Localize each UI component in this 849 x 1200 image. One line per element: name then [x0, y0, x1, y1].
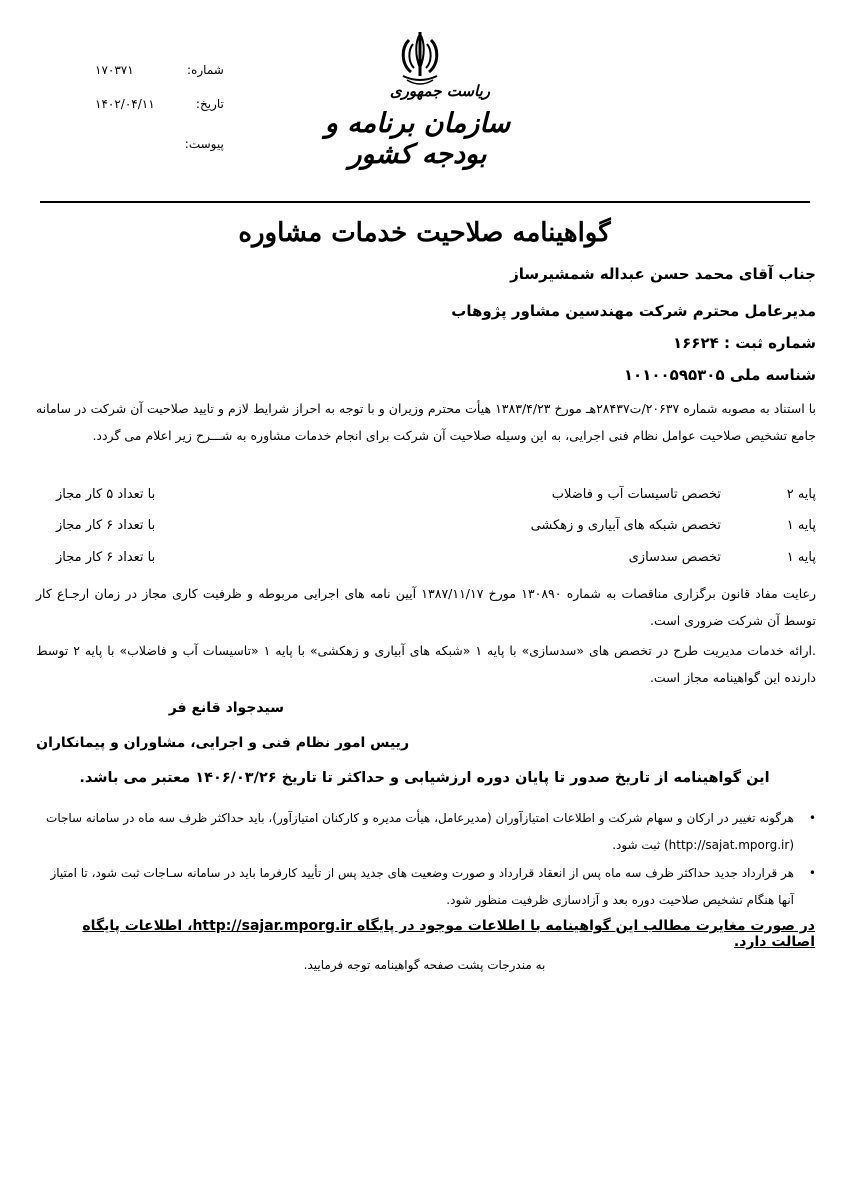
- org-name: سازمان برنامه و بودجه کشور: [324, 108, 511, 170]
- org-subtitle: ریاست جمهوری: [389, 82, 490, 100]
- note-text: هرگونه تغییر در ارکان و سهام شرکت و اطلاعات امتیازآوران (مدیرعامل، هیأت مدیره و کارکنان امتیازآور)، باید حداکثر ظرف سه ماه در سامانه ساجات (http://sajat.mporg.ir) ثبت شود.: [46, 811, 794, 852]
- regulation-paragraph: رعایت مفاد قانون برگزاری مناقصات به شماره ۱۳۰۸۹۰ مورخ ۱۳۸۷/۱۱/۱۷ آیین نامه های اجرایی مربوطه و ظرفیت کاری مجاز در زمان ارجـاع کار توسط آن شرکت ضروری است.: [36, 586, 816, 628]
- project-management-paragraph: .ارائه خدمات مدیریت طرح در تخصص های «سدسازی» با پایه ۱ «شبکه های آبیاری و زهکشی» با پایه ۱ «تاسیسات آب و فاضلاب» با پایه ۲ توسط دارنده این گواهینامه مجاز است.: [36, 643, 816, 685]
- national-emblem-icon: [395, 30, 445, 90]
- signatory-name: سیدجواد قانع فر: [168, 700, 284, 716]
- specialty-count: با تعداد ۵ کار مجاز: [56, 487, 156, 502]
- authenticity-warning: در صورت مغایرت مطالب این گواهینامه با اطلاعات موجود در پایگاه http://sajar.mporg.ir، اطلاعات پایگاه اصالت دارد.: [82, 918, 815, 950]
- letter-date-label: تاریخ:: [195, 97, 224, 111]
- bullet-icon: •: [808, 866, 816, 880]
- letter-number-value: ۱۷۰۳۷۱: [95, 63, 134, 77]
- specialty-level: پایه ۱: [786, 550, 816, 565]
- recipient-position: مدیرعامل محترم شرکت مهندسین مشاور پژوهاب: [451, 302, 816, 320]
- specialty-name: تخصص سدسازی: [628, 550, 721, 565]
- specialty-name: تخصص شبکه های آبیاری و زهکشی: [530, 518, 721, 533]
- validity-statement: این گواهینامه از تاریخ صدور تا پایان دوره ارزشیابی و حداکثر تا تاریخ ۱۴۰۶/۰۳/۲۶ معتبر می باشد.: [79, 770, 770, 786]
- note-item: [36, 860, 816, 914]
- intro-paragraph: با استناد به مصوبه شماره ۲۰۶۳۷/ت۲۸۴۳۷هـ مورخ ۱۳۸۳/۴/۲۳ هیأت محترم وزیران و با توجه به احراز شرایط لازم و تایید صلاحیت آن شرکت در سامانه جامع تشخیص صلاحیت عوامل نظام فنی اجرایی، به این وسیله صلاحیت آن شرکت برای انجام خدمات مشاوره به شـــرح زیر اعلام می گردد.: [36, 401, 816, 443]
- letter-attachment: [95, 137, 224, 151]
- letter-date: [95, 97, 224, 111]
- specialty-row: [56, 518, 816, 540]
- letter-number: [95, 63, 224, 77]
- letter-number-label: شماره:: [187, 63, 224, 77]
- specialty-level: پایه ۱: [786, 518, 816, 533]
- header-divider: [40, 201, 810, 203]
- specialty-count: با تعداد ۶ کار مجاز: [56, 550, 156, 565]
- note-item: [36, 805, 816, 859]
- letter-date-value: ۱۴۰۲/۰۴/۱۱: [95, 97, 155, 111]
- bullet-icon: •: [808, 811, 816, 825]
- signatory-title: رییس امور نظام فنی و اجرایی، مشاوران و پیمانکاران: [36, 735, 409, 751]
- specialty-level: پایه ۲: [786, 487, 816, 502]
- note-text: هر قرارداد جدید حداکثر ظرف سه ماه پس از انعقاد قرارداد و صورت وضعیت های جدید پس از تأیید کارفرما باید در سامانه سـاجات ثبت شود، تا امتیاز آنها هنگام تشخیص صلاحیت دوره بعد و آزادسازی ظرفیت منظور شود.: [50, 866, 794, 907]
- certificate-title: گواهینامه صلاحیت خدمات مشاوره: [238, 218, 611, 248]
- recipient-name: جناب آقای محمد حسن عبداله شمشیرساز: [510, 265, 816, 283]
- letter-attachment-label: پیوست:: [184, 137, 224, 151]
- national-id: شناسه ملی ۱۰۱۰۰۵۹۵۳۰۵: [623, 366, 816, 384]
- specialty-row: [56, 550, 816, 572]
- back-page-note: به مندرجات پشت صفحه گواهینامه توجه فرمایید.: [303, 958, 546, 972]
- specialty-name: تخصص تاسیسات آب و فاضلاب: [551, 487, 721, 502]
- registration-number: شماره ثبت : ۱۶۶۲۴: [672, 334, 816, 352]
- specialty-count: با تعداد ۶ کار مجاز: [56, 518, 156, 533]
- specialty-row: [56, 487, 816, 509]
